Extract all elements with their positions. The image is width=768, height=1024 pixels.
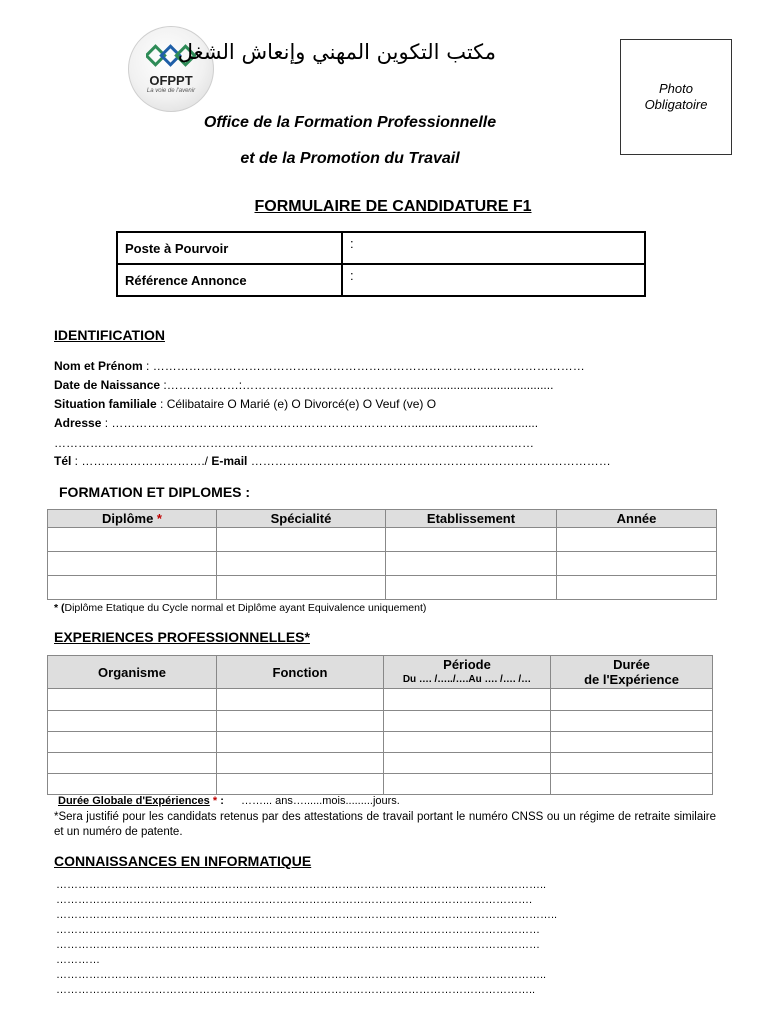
naissance-field[interactable]	[54, 376, 553, 395]
poste-input[interactable]: :	[342, 232, 645, 264]
reference-input[interactable]: :	[342, 264, 645, 296]
dotted-line: …………	[56, 954, 100, 966]
col-diplome: Diplôme *	[48, 510, 217, 528]
formation-header-row	[48, 510, 717, 528]
poste-label: Poste à Pourvoir	[117, 232, 342, 264]
org-name-line1: Office de la Formation Professionnelle	[203, 114, 497, 131]
periode-sub: Du …. /…../….Au …. /…. /…	[402, 674, 532, 685]
table-cell[interactable]	[551, 689, 713, 711]
table-cell[interactable]	[551, 711, 713, 732]
photo-label-line1: Photo	[659, 81, 693, 96]
table-cell[interactable]	[48, 774, 217, 795]
nom-dots: : ………………………………………………………………………………………………	[142, 359, 585, 373]
table-cell[interactable]	[48, 689, 217, 711]
table-cell[interactable]	[48, 576, 217, 600]
tel-email-field[interactable]	[54, 452, 611, 471]
table-cell[interactable]	[551, 753, 713, 774]
experiences-table	[47, 655, 713, 795]
poste-table	[116, 231, 646, 297]
table-cell[interactable]	[384, 689, 551, 711]
identification-heading: IDENTIFICATION	[54, 327, 165, 343]
formation-note: * (Diplôme Etatique du Cycle normal et Diplôme ayant Equivalence uniquement)	[54, 602, 427, 614]
dotted-line: ……………………………………………………………………………………………………………………..	[56, 879, 547, 891]
arabic-title: مكتب التكوين المهني وإنعاش الشغل	[177, 40, 496, 64]
table-row	[48, 576, 717, 600]
table-cell[interactable]	[48, 753, 217, 774]
table-cell[interactable]	[551, 774, 713, 795]
informatique-lines[interactable]	[56, 878, 726, 998]
duree-star: *	[209, 795, 221, 807]
table-row	[48, 753, 713, 774]
email-dots: ………………………………………………………………………………	[247, 454, 611, 468]
adresse-line2[interactable]: …………………………………………………………………………………………………………	[54, 436, 534, 450]
table-cell[interactable]	[384, 732, 551, 753]
table-cell[interactable]	[557, 528, 717, 552]
table-row	[48, 774, 713, 795]
logo-subtitle: La voie de l'avenir	[146, 88, 196, 94]
experiences-heading: EXPERIENCES PROFESSIONNELLES*	[54, 629, 310, 645]
table-row	[48, 689, 713, 711]
naissance-dots: :………………:……………………………………...........................................	[160, 378, 554, 392]
reference-row	[117, 264, 645, 296]
dotted-line: ……………………………………………………………………………………………………………………	[56, 939, 540, 951]
col-organisme: Organisme	[48, 656, 217, 689]
duree-colon: :	[220, 795, 224, 807]
table-cell[interactable]	[217, 689, 384, 711]
duree-label: Durée Globale d'Expériences	[58, 795, 210, 807]
table-cell[interactable]	[386, 576, 557, 600]
poste-row	[117, 232, 645, 264]
org-name-line2: et de la Promotion du Travail	[240, 150, 460, 167]
adresse-label: Adresse	[54, 416, 102, 430]
tel-label: Tél	[54, 454, 72, 468]
reference-label: Référence Annonce	[117, 264, 342, 296]
adresse-field[interactable]	[54, 414, 538, 433]
dotted-line: ……………………………………………………………………………………………………………………	[56, 924, 540, 936]
table-cell[interactable]	[217, 552, 386, 576]
table-row	[48, 711, 713, 732]
col-annee: Année	[557, 510, 717, 528]
note-star: * (	[54, 602, 65, 614]
ofppt-logo	[128, 26, 214, 112]
table-row	[48, 732, 713, 753]
table-cell[interactable]	[48, 732, 217, 753]
experiences-header-row	[48, 656, 713, 689]
col-specialite: Spécialité	[217, 510, 386, 528]
table-cell[interactable]	[217, 774, 384, 795]
photo-label-line2: Obligatoire	[644, 97, 708, 112]
duree-value: ……... ans…......mois.........jours.	[240, 795, 400, 807]
situation-options[interactable]: : Célibataire O Marié (e) O Divorcé(e) O Veuf (ve) O	[156, 397, 437, 411]
col-duree: Durée de l'Expérience	[551, 656, 713, 689]
tel-dots: : …………………………./	[71, 454, 212, 468]
table-cell[interactable]	[384, 774, 551, 795]
table-cell[interactable]	[386, 552, 557, 576]
form-title: FORMULAIRE DE CANDIDATURE F1	[254, 198, 532, 215]
justification-note: *Sera justifié pour les candidats retenus par des attestations de travail portant le numéro CNSS ou un régime de retraite similaire et un numéro de patente.	[54, 811, 716, 838]
nom-label: Nom et Prénom	[54, 359, 143, 373]
table-cell[interactable]	[557, 576, 717, 600]
table-cell[interactable]	[217, 576, 386, 600]
table-cell[interactable]	[48, 711, 217, 732]
dotted-line: ………………………………………………………………………………………………………………….	[56, 894, 533, 906]
informatique-heading: CONNAISSANCES EN INFORMATIQUE	[54, 853, 312, 869]
table-cell[interactable]	[217, 753, 384, 774]
naissance-label: Date de Naissance	[54, 378, 161, 392]
table-cell[interactable]	[384, 711, 551, 732]
table-cell[interactable]	[217, 711, 384, 732]
col-etablissement: Etablissement	[386, 510, 557, 528]
table-row	[48, 528, 717, 552]
logo-text: OFPPT	[149, 73, 193, 88]
dotted-line: ………………………………………………………………………………………………………………………..	[56, 909, 558, 921]
table-cell[interactable]	[48, 528, 217, 552]
table-cell[interactable]	[217, 528, 386, 552]
table-cell[interactable]	[217, 732, 384, 753]
nom-field[interactable]	[54, 357, 585, 376]
table-cell[interactable]	[384, 753, 551, 774]
adresse-dots: : …………………………………………………………………......................................	[101, 416, 539, 430]
table-cell[interactable]	[386, 528, 557, 552]
table-row	[48, 552, 717, 576]
situation-field[interactable]	[54, 395, 436, 414]
dotted-line: ……………………………………………………………………………………………………………………..	[56, 969, 547, 981]
table-cell[interactable]	[48, 552, 217, 576]
email-label: E-mail	[211, 454, 248, 468]
col-fonction: Fonction	[217, 656, 384, 689]
formation-heading: FORMATION ET DIPLOMES :	[59, 484, 251, 500]
col-periode: Période Du …. /…../….Au …. /…. /…	[384, 656, 551, 689]
diplome-star: *	[153, 511, 162, 526]
duree-globale[interactable]	[58, 795, 400, 807]
table-cell[interactable]	[557, 552, 717, 576]
photo-box[interactable]	[620, 39, 732, 155]
table-cell[interactable]	[551, 732, 713, 753]
formation-table	[47, 509, 717, 600]
situation-label: Situation familiale	[54, 397, 157, 411]
dotted-line: …………………………………………………………………………………………………………………..	[56, 984, 536, 996]
